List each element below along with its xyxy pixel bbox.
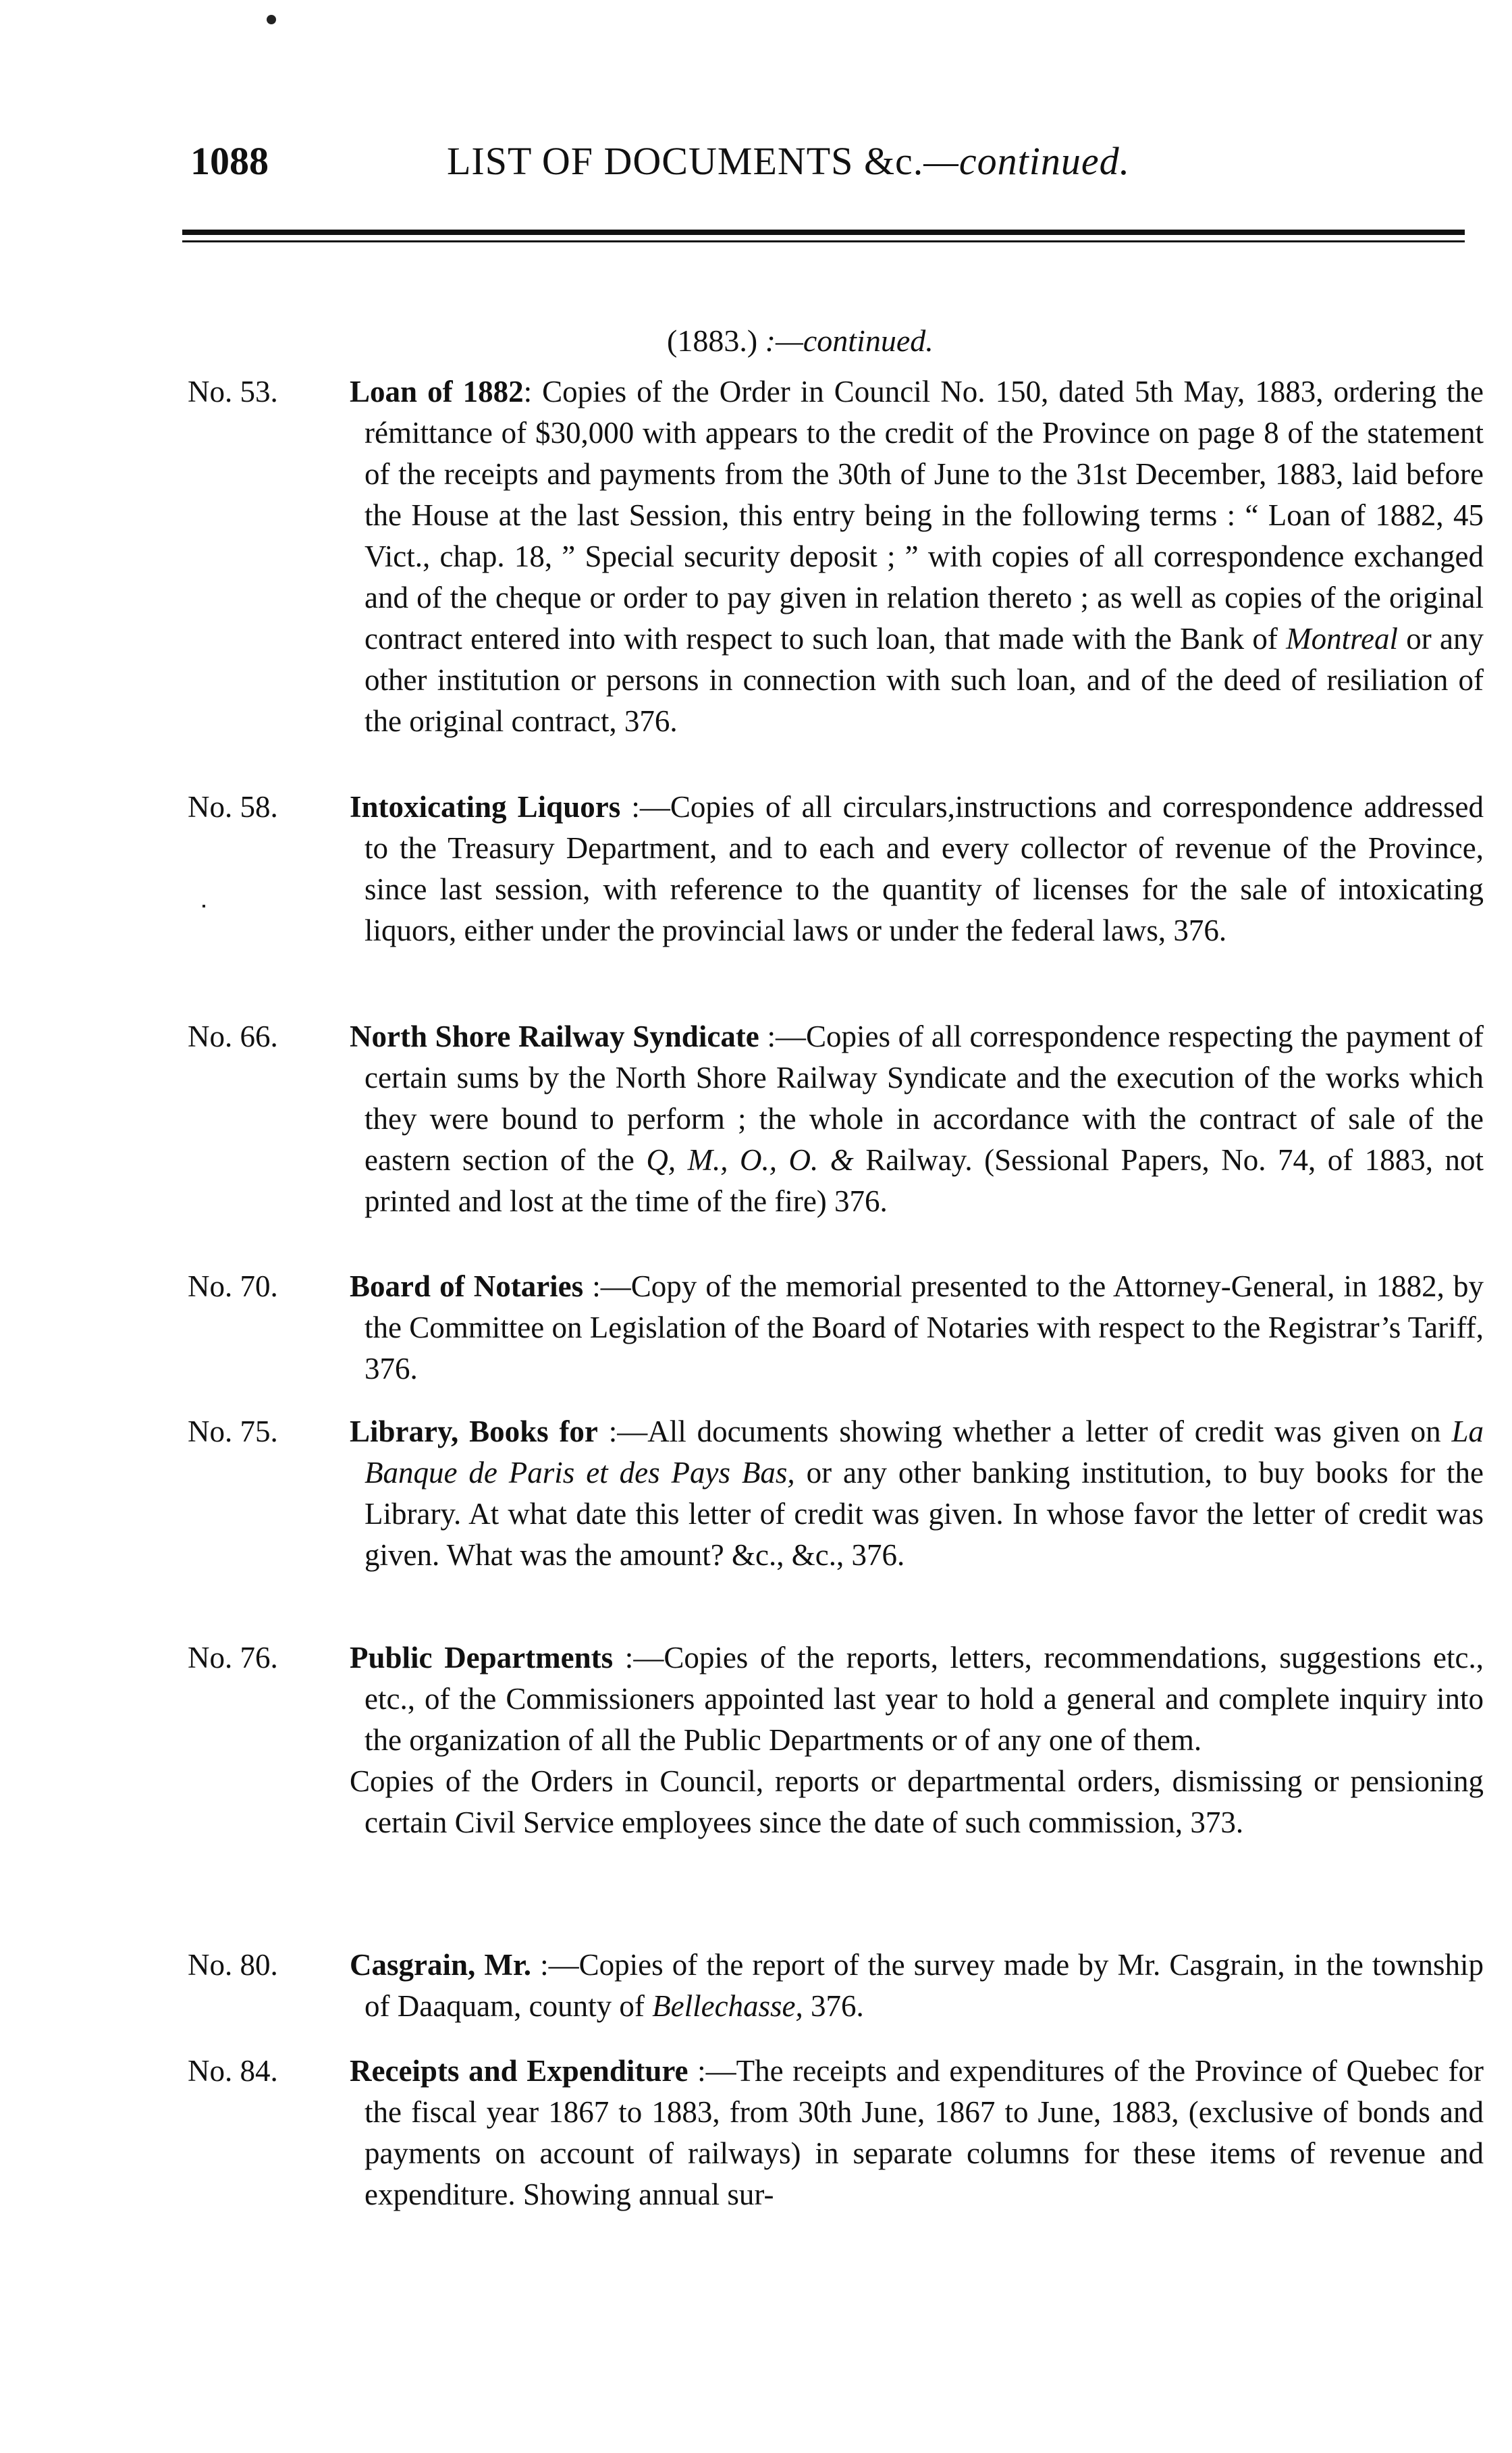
running-title-main: LIST OF DOCUMENTS &c. xyxy=(447,139,924,183)
entry-body xyxy=(350,1637,1484,1761)
entry-body xyxy=(350,1411,1484,1576)
entry-number: No. 80. xyxy=(188,1948,278,1982)
entry-text: :—Copies of all correspondence respecting the payment of certain sums by the North Shore Railway Syndicate and the execution of the works which they were bound to perform ; the whole in accordance with the contract of sale of the eastern section of the xyxy=(364,1020,1484,1177)
year-label: (1883.) xyxy=(667,323,758,358)
year-suffix: :—continued. xyxy=(765,323,934,358)
document-entry xyxy=(188,2051,1484,2215)
entry-text: :—Copy of the memorial presented to the Attorney-General, in 1882, by the Committee on Legislation of the Board of Notaries with respect to the Registrar’s Tariff, 376. xyxy=(364,1269,1484,1386)
running-title xyxy=(447,138,1130,184)
entry-number: No. 53. xyxy=(188,375,278,408)
entry-body xyxy=(350,787,1484,951)
document-entry xyxy=(188,787,1484,951)
document-entry xyxy=(188,1266,1484,1390)
entry-text-end: Railway. (Sessional Papers, No. 74, of 1883, not printed and lost at the time of the fire) 376. xyxy=(364,1143,1484,1218)
entry-text: :—Copies of the reports, letters, recommendations, suggestions etc., etc., of the Commissioners appointed last year to hold a general and complete inquiry into the organization of all the Public Departments or of any one of them. xyxy=(364,1641,1484,1757)
entry-subject: Board of Notaries xyxy=(350,1269,584,1303)
entry-text-end: or any other banking institution, to buy books for the Library. At what date this letter of credit was given. In whose favor the letter of credit was given. What was the amount? &c., &c., 376. xyxy=(364,1456,1484,1572)
entry-italic: Bellechasse, xyxy=(652,1989,803,2023)
document-entry xyxy=(188,1945,1484,2027)
entry-text: :—The receipts and expenditures of the Province of Quebec for the fiscal year 1867 to 1883, from 30th June, 1867 to June, 1883, (exclusive of bonds and payments on account of railways) in separate columns for these items of revenue and expenditure. Showing annual sur- xyxy=(364,2054,1484,2211)
entry-text: : Copies of the Order in Council No. 150, dated 5th May, 1883, ordering the rémittance of $30,000 with appears to the credit of the Province on page 8 of the statement of the receipts and payments from the 30th of June to the 31st December, 1883, laid before the House at the last Session, this entry being in the following terms : “ Loan of 1882, 45 Vict., chap. 18, ” Special security deposit ; ” with copies of all correspondence exchanged and of the cheque or order to pay given in relation thereto ; as well as copies of the original contract entered into with respect to such loan, that made with the Bank of xyxy=(364,375,1484,656)
entry-subject: Intoxicating Liquors xyxy=(350,790,621,824)
entry-number: No. 70. xyxy=(188,1269,278,1303)
entry-body xyxy=(350,371,1484,742)
header-rule-thick xyxy=(182,230,1465,235)
entry-italic: La Banque de Paris et des Pays Bas, xyxy=(364,1415,1484,1489)
entry-subject: Public Departments xyxy=(350,1641,614,1674)
document-entry xyxy=(188,1637,1484,1843)
entry-text-end: or any other institution or persons in connection with such loan, and of the deed of resiliation of the original contract, 376. xyxy=(364,622,1484,738)
page-number: 1088 xyxy=(190,139,269,183)
entry-italic: Q, M., O., O. & xyxy=(646,1143,854,1177)
entry-body xyxy=(350,1266,1484,1390)
entry-number: No. 58. xyxy=(188,790,278,824)
entry-second-paragraph: Copies of the Orders in Council, reports or departmental orders, dismissing or pensioning certain Civil Service employees since the date of such commission, 373. xyxy=(350,1764,1484,1839)
running-title-suffix: —continued. xyxy=(923,139,1131,183)
entry-number: No. 66. xyxy=(188,1020,278,1053)
document-entry xyxy=(188,1411,1484,1576)
entry-subject: Casgrain, Mr. xyxy=(350,1948,531,1982)
page-header xyxy=(190,138,1473,199)
entry-body xyxy=(350,1016,1484,1222)
header-rule-thin xyxy=(182,240,1465,242)
entry-subject: Library, Books for xyxy=(350,1415,598,1448)
entry-body xyxy=(350,1945,1484,2027)
entry-subject: Receipts and Expenditure xyxy=(350,2054,688,2088)
document-entry xyxy=(188,1016,1484,1222)
entry-text-end: 376. xyxy=(803,1989,864,2023)
entry-number: No. 76. xyxy=(188,1641,278,1674)
entry-italic: Montreal xyxy=(1286,622,1398,656)
entry-text: :—Copies of the report of the survey made by Mr. Casgrain, in the township of Daaquam, county of xyxy=(364,1948,1484,2023)
entry-subject: North Shore Railway Syndicate xyxy=(350,1020,759,1053)
entry-number: No. 75. xyxy=(188,1415,278,1448)
entry-body xyxy=(350,2051,1484,2215)
year-heading xyxy=(667,323,934,359)
scan-speck xyxy=(267,15,276,24)
document-entry xyxy=(188,371,1484,742)
entry-text: :—All documents showing whether a letter of credit was given on xyxy=(597,1415,1452,1448)
entry-number: No. 84. xyxy=(188,2054,278,2088)
entry-text: :—Copies of all circulars,instructions and correspondence addressed to the Treasury Department, and to each and every collector of revenue of the Province, since last session, with reference to the quantity of licenses for the sale of intoxicating liquors, either under the provincial laws or under the federal laws, 376. xyxy=(364,790,1484,947)
entry-subject: Loan of 1882 xyxy=(350,375,524,408)
